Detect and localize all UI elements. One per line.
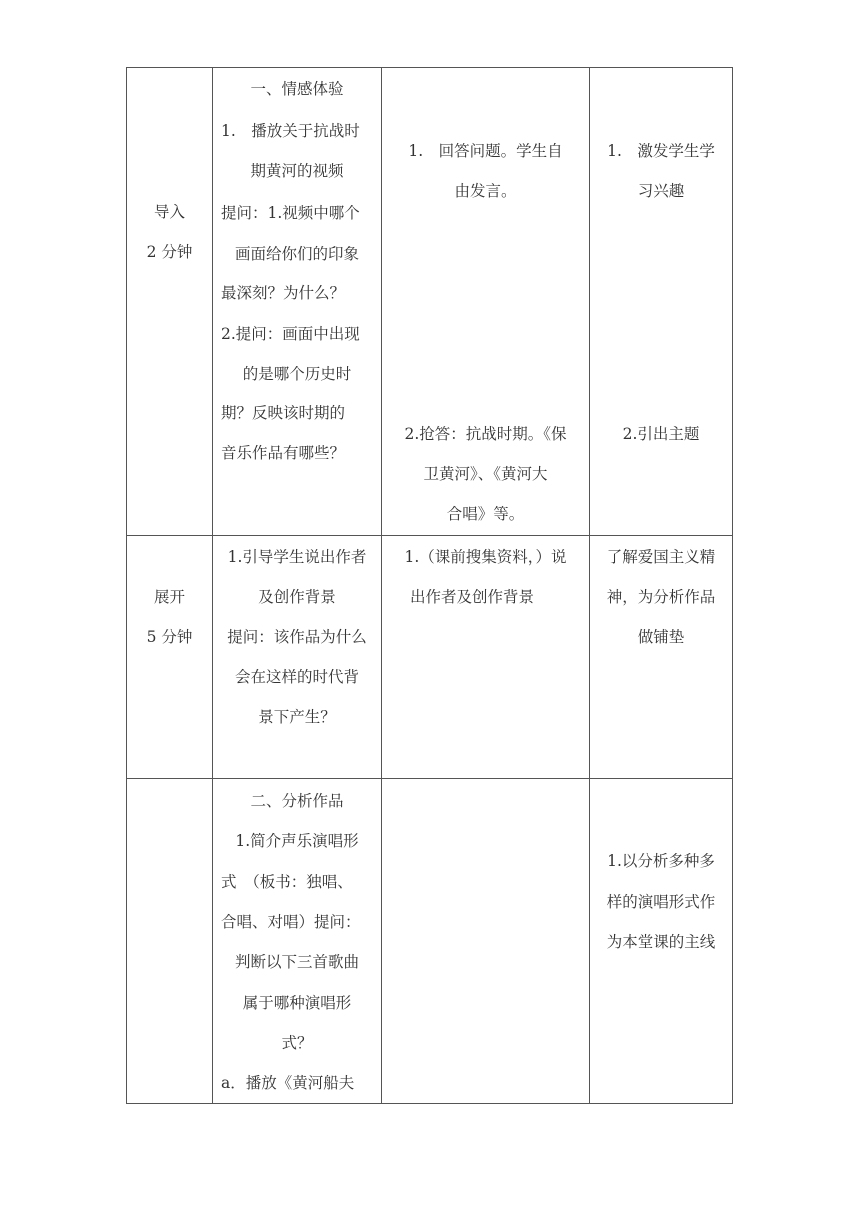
student-line: 1. 回答问题。学生自 — [408, 142, 563, 160]
teacher-line: 式 （板书：独唱、 — [221, 873, 353, 891]
student-line: 卫黄河》、《黄河大 — [423, 465, 548, 483]
teacher-line: 一、情感体验 — [250, 80, 344, 98]
teacher-line: 1.简介声乐演唱形 — [235, 832, 359, 850]
row3-teacher-cell — [213, 779, 381, 1103]
purpose-line: 了解爱国主义精 — [606, 548, 716, 566]
stage-duration: 5 分钟 — [146, 628, 193, 646]
row1-teacher-cell — [213, 68, 381, 535]
teacher-line: 景下产生？ — [258, 708, 336, 726]
teacher-line: a．播放《黄河船夫 — [221, 1074, 355, 1092]
stage-name: 展开 — [153, 588, 185, 606]
stage-name: 导入 — [153, 203, 185, 221]
row2-stage-cell — [127, 536, 212, 778]
row1-stage-cell — [127, 68, 212, 535]
teacher-line: 期？反映该时期的 — [221, 404, 346, 422]
row1-student-cell — [382, 68, 589, 535]
purpose-line: 2.引出主题 — [622, 425, 700, 443]
stage-duration: 2 分钟 — [146, 243, 193, 261]
teacher-line: 提问：1.视频中哪个 — [221, 204, 360, 222]
lesson-plan-table — [126, 67, 733, 1104]
teacher-line: 1.引导学生说出作者 — [227, 548, 367, 566]
teacher-line: 2.提问：画面中出现 — [221, 325, 360, 343]
row3-purpose-cell — [590, 779, 732, 1103]
teacher-line: 期黄河的视频 — [250, 162, 344, 180]
teacher-line: 的是哪个历史时 — [242, 365, 352, 383]
row2-student-cell — [382, 536, 589, 778]
student-line: 合唱》等。 — [446, 505, 525, 523]
teacher-line: 二、分析作品 — [250, 792, 344, 810]
teacher-line: 音乐作品有哪些？ — [221, 444, 346, 462]
row3-stage-cell — [127, 779, 212, 1103]
teacher-line: 及创作背景 — [258, 588, 336, 606]
teacher-line: 提问：该作品为什么 — [227, 628, 367, 646]
purpose-line: 1.以分析多种多 — [607, 852, 715, 870]
student-line: 2.抢答：抗战时期。《保 — [404, 425, 567, 443]
purpose-line: 为本堂课的主线 — [606, 933, 716, 951]
teacher-line: 画面给你们的印象 — [234, 245, 359, 263]
purpose-line: 做铺垫 — [637, 628, 685, 646]
teacher-line: 合唱、对唱）提问： — [221, 913, 361, 931]
student-line: 1.（课前搜集资料，）说 — [404, 548, 567, 566]
purpose-line: 习兴趣 — [637, 182, 685, 200]
purpose-line: 样的演唱形式作 — [606, 893, 716, 911]
student-line: 出作者及创作背景 — [410, 588, 535, 606]
teacher-line: 1. 播放关于抗战时 — [221, 122, 360, 140]
teacher-line: 判断以下三首歌曲 — [234, 953, 359, 971]
row1-purpose-cell — [590, 68, 732, 535]
purpose-line: 神，为分析作品 — [606, 588, 716, 606]
teacher-line: 属于哪种演唱形 — [242, 994, 352, 1012]
teacher-line: 式？ — [281, 1034, 313, 1052]
row2-teacher-cell — [213, 536, 381, 778]
teacher-line: 最深刻？为什么？ — [221, 284, 346, 302]
row2-purpose-cell — [590, 536, 732, 778]
row3-student-cell — [382, 779, 589, 1103]
student-line: 由发言。 — [454, 182, 517, 200]
purpose-line: 1. 激发学生学 — [607, 142, 715, 160]
teacher-line: 会在这样的时代背 — [234, 668, 359, 686]
